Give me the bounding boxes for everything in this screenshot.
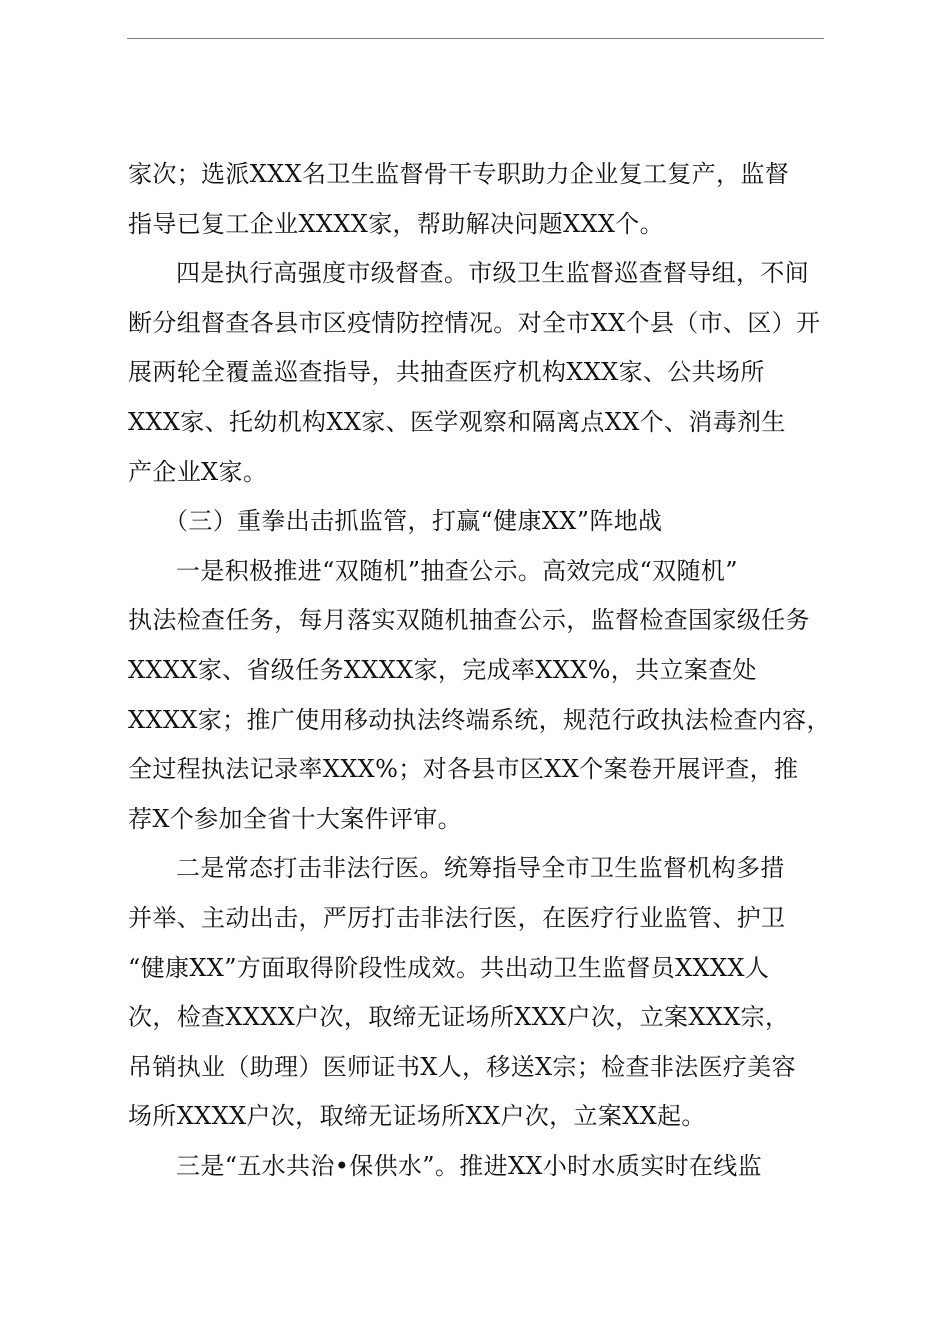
- text-line: 指导已复工企业XXXX家，帮助解决问题XXX个。: [128, 209, 665, 238]
- text-line: XXXX家、省级任务XXXX家，完成率XXX%，共立案查处: [128, 655, 757, 684]
- paragraph-start: 二是常态打击非法行医。统筹指导全市卫生监督机构多措: [176, 854, 785, 883]
- header-rule: [127, 38, 824, 39]
- text-line: XXXX家；推广使用移动执法终端系统，规范行政执法检查内容，: [128, 705, 831, 734]
- text-line: 展两轮全覆盖巡查指导，共抽查医疗机构XXX家、公共场所: [128, 358, 765, 387]
- text-line: 执法检查任务，每月落实双随机抽查公示，监督检查国家级任务: [128, 606, 810, 635]
- text-line: 荐X个参加全省十大案件评审。: [128, 804, 462, 833]
- text-line: 次，检查XXXX户次，取缔无证场所XXX户次，立案XXX宗，: [128, 1003, 790, 1032]
- text-line: “健康XX”方面取得阶段性成效。共出动卫生监督员XXXX人: [128, 953, 770, 982]
- paragraph-start: 三是“五水共治•保供水”。推进XX小时水质实时在线监: [176, 1151, 762, 1180]
- text-line: 断分组督查各县市区疫情防控情况。对全市XX个县（市、区）开: [128, 308, 821, 337]
- text-line: 家次；选派XXX名卫生监督骨干专职助力企业复工复产，监督: [128, 160, 790, 188]
- text-line: XXX家、托幼机构XX家、医学观察和隔离点XX个、消毒剂生: [128, 407, 786, 436]
- text-line: 产企业X家。: [128, 457, 268, 486]
- text-line: 全过程执法记录率XXX%；对各县市区XX个案卷开展评查，推: [128, 755, 799, 784]
- document-body: [128, 150, 831, 1191]
- text-line: 场所XXXX户次，取缔无证场所XX户次，立案XX起。: [128, 1102, 706, 1131]
- text-line: 吊销执业（助理）医师证书X人，移送X宗；检查非法医疗美容: [128, 1052, 796, 1081]
- text-line: 并举、主动出击，严厉打击非法行医，在医疗行业监管、护卫: [128, 903, 786, 932]
- paragraph-start: 四是执行高强度市级督查。市级卫生监督巡查督导组，不间: [176, 259, 810, 288]
- section-heading: （三）重拳出击抓监管，打赢“健康XX”阵地战: [164, 507, 663, 536]
- paragraph-start: 一是积极推进“双随机”抽查公示。高效完成“双随机”: [176, 556, 738, 585]
